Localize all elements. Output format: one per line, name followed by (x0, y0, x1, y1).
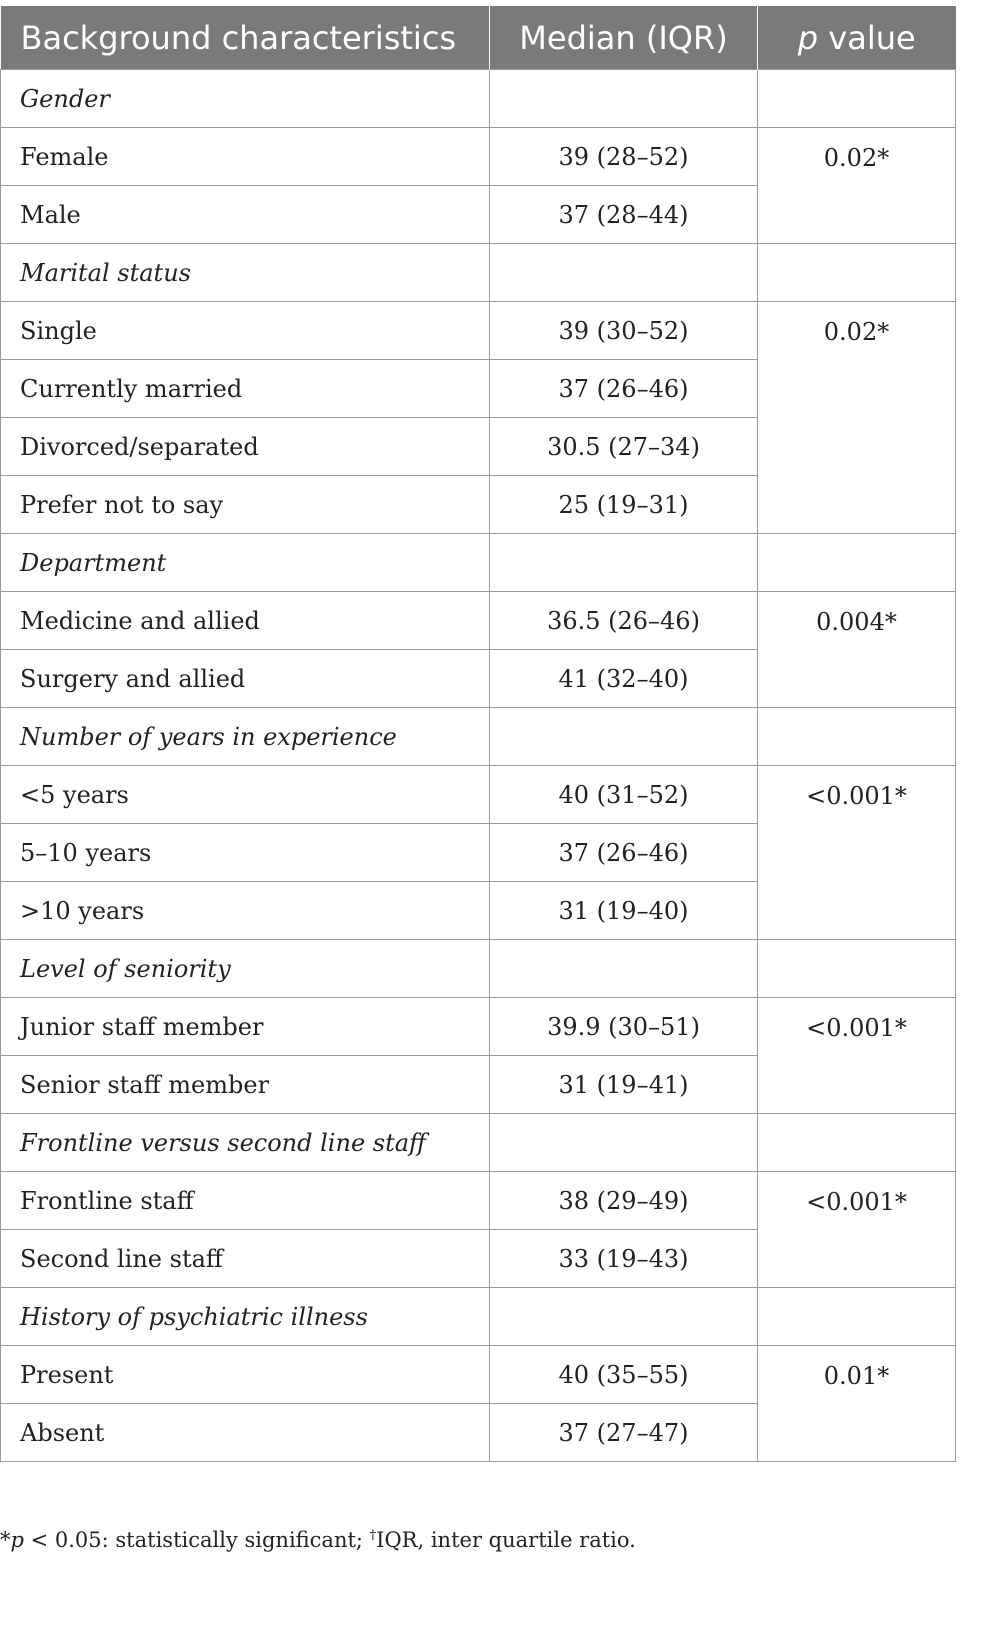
p-value: <0.001* (758, 1172, 956, 1288)
category-label: Gender (1, 70, 490, 128)
row-label: Single (1, 302, 490, 360)
category-row (1, 1288, 956, 1346)
median-iqr-value: 39 (30–52) (490, 302, 758, 360)
empty-cell (758, 940, 956, 998)
category-row (1, 244, 956, 302)
empty-cell (758, 1114, 956, 1172)
footnote-p-italic: p (10, 1528, 24, 1552)
median-iqr-value: 36.5 (26–46) (490, 592, 758, 650)
footnote-dagger: † (369, 1528, 377, 1543)
row-label: Currently married (1, 360, 490, 418)
p-value: <0.001* (758, 998, 956, 1114)
median-iqr-value: 39.9 (30–51) (490, 998, 758, 1056)
row-label: >10 years (1, 882, 490, 940)
category-row (1, 70, 956, 128)
row-label: Junior staff member (1, 998, 490, 1056)
category-label: Number of years in experience (1, 708, 490, 766)
empty-cell (758, 1288, 956, 1346)
median-iqr-value: 39 (28–52) (490, 128, 758, 186)
row-label: Prefer not to say (1, 476, 490, 534)
p-value: 0.01* (758, 1346, 956, 1462)
table-row (1, 998, 956, 1056)
category-label: Level of seniority (1, 940, 490, 998)
category-row (1, 1114, 956, 1172)
p-value: 0.02* (758, 128, 956, 244)
footnote-text-significance: < 0.05: statistically significant; (23, 1528, 370, 1552)
p-value: 0.004* (758, 592, 956, 708)
median-iqr-value: 31 (19–41) (490, 1056, 758, 1114)
empty-cell (490, 70, 758, 128)
category-row (1, 708, 956, 766)
row-label: Male (1, 186, 490, 244)
empty-cell (490, 534, 758, 592)
row-label: Senior staff member (1, 1056, 490, 1114)
row-label: Medicine and allied (1, 592, 490, 650)
empty-cell (490, 244, 758, 302)
row-label: Present (1, 1346, 490, 1404)
header-median-iqr: Median (IQR) (490, 6, 758, 70)
median-iqr-value: 30.5 (27–34) (490, 418, 758, 476)
table-row (1, 1346, 956, 1404)
results-table (0, 6, 956, 1462)
median-iqr-value: 37 (26–46) (490, 824, 758, 882)
median-iqr-value: 33 (19–43) (490, 1230, 758, 1288)
empty-cell (490, 1288, 758, 1346)
category-label: Frontline versus second line staff (1, 1114, 490, 1172)
p-value: 0.02* (758, 302, 956, 534)
category-row (1, 534, 956, 592)
empty-cell (490, 1114, 758, 1172)
empty-cell (490, 708, 758, 766)
row-label: Second line staff (1, 1230, 490, 1288)
table-row (1, 592, 956, 650)
empty-cell (758, 244, 956, 302)
row-label: Surgery and allied (1, 650, 490, 708)
row-label: Absent (1, 1404, 490, 1462)
median-iqr-value: 38 (29–49) (490, 1172, 758, 1230)
header-p-italic: p (797, 18, 819, 57)
category-label: Department (1, 534, 490, 592)
row-label: Divorced/separated (1, 418, 490, 476)
empty-cell (758, 534, 956, 592)
row-label: 5–10 years (1, 824, 490, 882)
median-iqr-value: 37 (28–44) (490, 186, 758, 244)
empty-cell (758, 708, 956, 766)
median-iqr-value: 37 (26–46) (490, 360, 758, 418)
median-iqr-value: 25 (19–31) (490, 476, 758, 534)
empty-cell (758, 70, 956, 128)
median-iqr-value: 40 (31–52) (490, 766, 758, 824)
table-row (1, 1172, 956, 1230)
table-body (1, 70, 956, 1462)
header-value-text: value (818, 18, 916, 57)
row-label: Frontline staff (1, 1172, 490, 1230)
footnote (0, 1528, 636, 1552)
empty-cell (490, 940, 758, 998)
category-label: Marital status (1, 244, 490, 302)
category-label: History of psychiatric illness (1, 1288, 490, 1346)
header-background-characteristics: Background characteristics (1, 6, 490, 70)
table-row (1, 128, 956, 186)
header-row (1, 6, 956, 70)
row-label: <5 years (1, 766, 490, 824)
footnote-text-iqr: IQR, inter quartile ratio. (376, 1528, 636, 1552)
footnote-star: * (0, 1528, 11, 1552)
table-row (1, 766, 956, 824)
median-iqr-value: 31 (19–40) (490, 882, 758, 940)
median-iqr-value: 41 (32–40) (490, 650, 758, 708)
median-iqr-value: 40 (35–55) (490, 1346, 758, 1404)
p-value: <0.001* (758, 766, 956, 940)
median-iqr-value: 37 (27–47) (490, 1404, 758, 1462)
row-label: Female (1, 128, 490, 186)
category-row (1, 940, 956, 998)
header-p-value (758, 6, 956, 70)
table-row (1, 302, 956, 360)
